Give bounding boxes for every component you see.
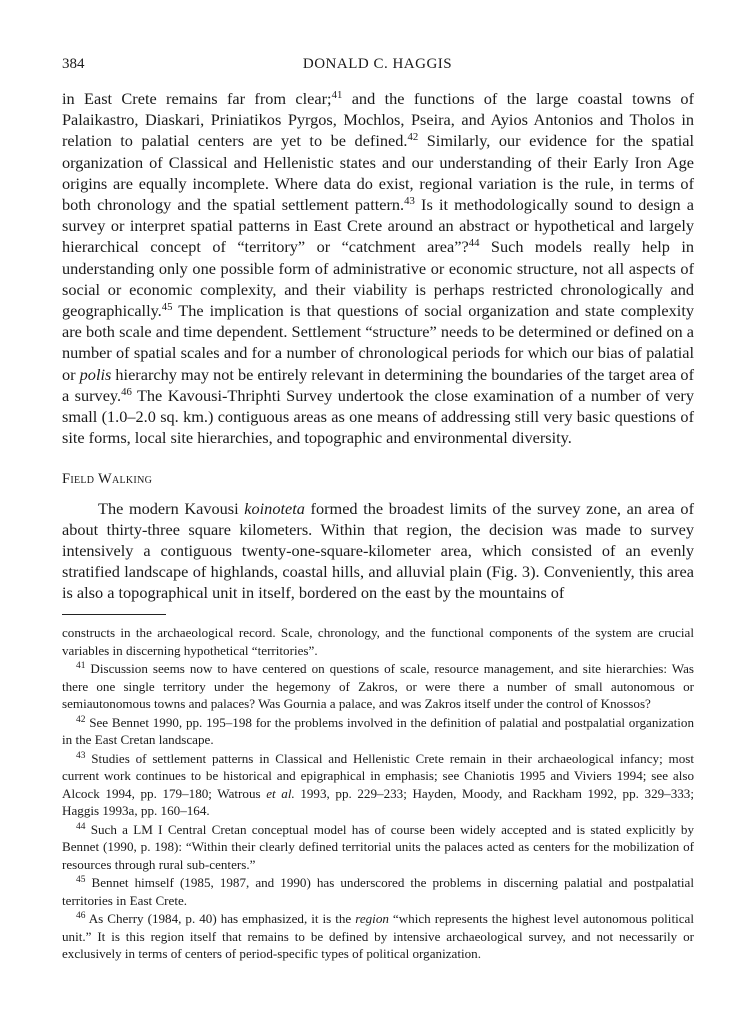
paragraph-continued: in East Crete remains far from clear;$^{41}$ and the functions of the large coastal towns of Palaikastro, Diaskari, Priniatikos Pyrgos, Mochlos, Pseira, and Ayios Antonios and Tholos in relation to palatial centers are yet to be defined.$^{42}$ Similarly, our evidence for the spatial organization of Classical and Hellenistic states and our understanding of their Early Iron Age origins are equally incomplete. Where data do exist, regional variation is the rule, in terms of both chronology and the spatial settlement pattern.$^{43}$ Is it methodologically sound to design a survey or interpret spatial patterns in East Crete around an abstract or hypothetical and largely hierarchical concept of “territory” or “catchment area”?$^{44}$ Such models really help in understanding only one possible form of administrative or economic structure, not all aspects of social or economic complexity, and their viability is perhaps restricted chronologically and geographically.$^{45}$ The implication is that questions of social organization and state complexity are both scale and time dependent. Settlement “structure” needs to be determined or defined on a number of spatial scales and for a number of chronological periods for which our bias of palatial or polis hierarchy may not be entirely relevant in determining the boundaries of the target area of a survey.$^{46}$ The Kavousi-Thriphti Survey undertook the close examination of a number of very small (1.0–2.0 sq. km.) contiguous areas as one means of addressing still very basic questions of site forms, local site hierarchies, and topographic and environmental diversity. — [62, 89, 695, 448]
footnote-continued: constructs in the archaeological record. Scale, chronology, and the functional components of the system are crucial variables in discerning hypothetical “territories”. — [62, 625, 694, 658]
footnote-ref-46[interactable]: 46 — [121, 385, 132, 398]
section-heading: Field Walking — [62, 471, 153, 488]
footnote-45: $^{45}$ Bennet himself (1985, 1987, and 1990) has underscored the problems in discerning palatial and postpalatial territories in East Crete. — [62, 874, 694, 908]
footnote-ref-41[interactable]: 41 — [331, 89, 343, 102]
footnote-42: $^{42}$ See Bennet 1990, pp. 195–198 for the problems involved in the definition of palatial and postpalatial organization in the East Cretan landscape. — [62, 714, 694, 747]
page-header — [62, 56, 693, 78]
footnote-ref-42[interactable]: 42 — [407, 131, 419, 144]
body-text — [62, 88, 694, 604]
footnotes — [62, 624, 694, 963]
footnote-43: $^{43}$ Studies of settlement patterns in Classical and Hellenistic Crete remain in their archaeological infancy; most current work continues to be historical and epigraphical in emphasis; see Chaniotis 1995 and Viviers 1994; see also Alcock 1994, pp. 179–180; Watrous et al. 1993, pp. 229–233; Hayden, Moody, and Rackham 1992, pp. 329–333; Haggis 1993a, pp. 160–164. — [62, 750, 694, 818]
footnote-44: $^{44}$ Such a LM I Central Cretan conceptual model has of course been widely accepted and is stated explicitly by Bennet (1990, p. 198): “Within their clearly defined territorial units the palaces acted as centers for the mobilization of resources through rural sub-centers.” — [62, 821, 694, 872]
page-number: 384 — [62, 56, 85, 72]
running-head: DONALD C. HAGGIS — [302, 56, 453, 72]
footnote-ref-44[interactable]: 44 — [468, 237, 480, 250]
footnote-divider — [62, 614, 166, 615]
footnote-41: $^{41}$ Discussion seems now to have centered on questions of scale, resource management, and site hierarchies: Was there one single territory under the hegemony of Zakros, or were there a number of small autonomous or semiautonomous towns and palaces? Was Gournia a palace, and was Zakros itself under the control of Knossos? — [62, 660, 694, 711]
footnote-ref-45[interactable]: 45 — [161, 301, 173, 314]
paragraph: The modern Kavousi koinoteta formed the broadest limits of the survey zone, an area of about thirty-three square kilometers. Within that region, the decision was made to survey intensively a contiguous twenty-one-square-kilometer area, which consisted of an evenly stratified landscape of highlands, coastal hills, and alluvial plain (Fig. 3). Conveniently, this area is also a topographical unit in itself, bordered on the east by the mountains of — [62, 498, 694, 603]
footnote-ref-43[interactable]: 43 — [404, 195, 415, 208]
footnote-46: $^{46}$ As Cherry (1984, p. 40) has emphasized, it is the region “which represents the highest level autonomous political unit.” It is this region itself that remains to be defined by intensive archaeological survey, and not necessarily or exclusively in terms of centers of period-specific types of political organization. — [62, 910, 694, 961]
